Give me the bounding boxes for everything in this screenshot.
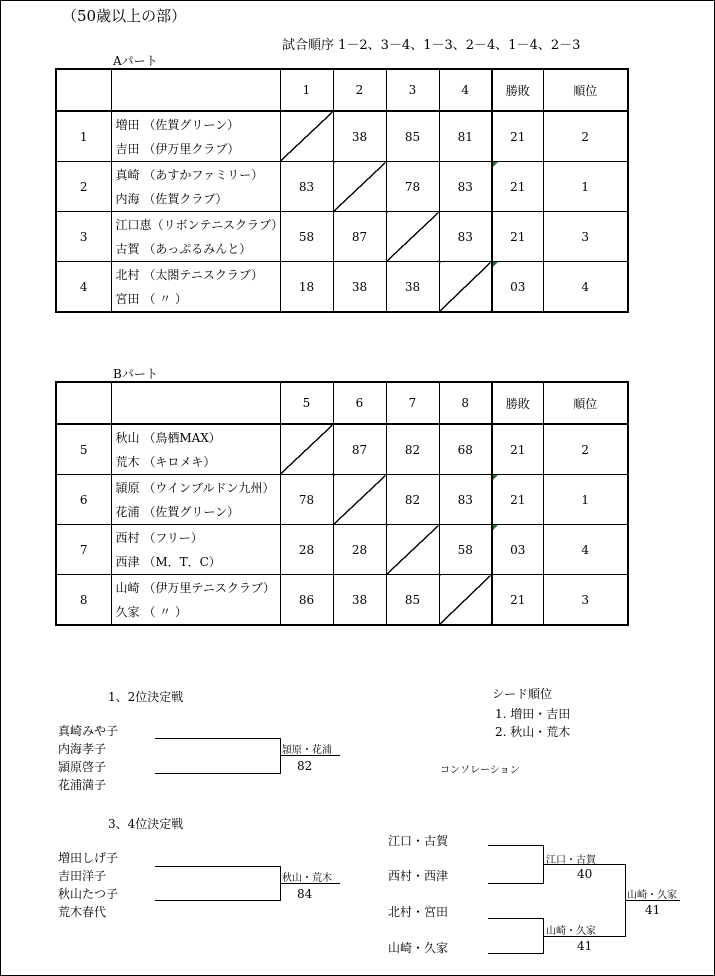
col-header: 8 (439, 382, 492, 424)
team-names (111, 111, 280, 162)
player-2: 古賀 （あっぷるみんと） (115, 241, 252, 256)
result-cell: 21 (492, 212, 543, 262)
final34-winner: 秋山・荒木 (282, 873, 332, 884)
consolation-team: 西村・西津 (388, 869, 449, 883)
team-names (111, 212, 284, 262)
score-cell: 28 (280, 525, 333, 575)
team-no: 4 (56, 262, 111, 313)
bracket-line (155, 900, 280, 901)
result-cell: 21 (492, 575, 543, 626)
result-header: 勝敗 (492, 382, 543, 424)
team-no: 5 (56, 424, 111, 475)
self-cell (439, 262, 492, 313)
rank-cell: 3 (543, 212, 628, 262)
player-1: 山崎 （伊万里テニスクラブ） (115, 580, 275, 595)
score-cell: 83 (280, 162, 333, 212)
col-header: 2 (333, 69, 386, 111)
consolation-title: コンソレーション (440, 765, 520, 776)
score-cell: 38 (333, 111, 386, 162)
consolation-team: 江口・古賀 (388, 834, 449, 848)
final34-player: 増田しげ子 (58, 851, 119, 865)
score-cell: 58 (280, 212, 333, 262)
rank-cell: 2 (543, 424, 628, 475)
part-b-table (55, 381, 629, 626)
rank-cell: 4 (543, 525, 628, 575)
player-1: 秋山 （鳥栖MAX） (115, 430, 221, 445)
rank-header: 順位 (543, 382, 628, 424)
team-names (111, 424, 280, 475)
page-title: （50歳以上の部） (62, 7, 187, 25)
semi2-score: 41 (577, 939, 593, 953)
final12-player: 花浦満子 (58, 778, 107, 792)
final34-player: 荒木春代 (58, 905, 107, 919)
bracket-line (155, 866, 280, 867)
result-header: 勝敗 (492, 69, 543, 111)
part-a-table (55, 68, 629, 313)
team-no: 2 (56, 162, 111, 212)
score-cell: 83 (439, 162, 492, 212)
player-2: 花浦 （佐賀グリーン） (115, 504, 240, 519)
consolation-team: 山崎・久家 (388, 941, 449, 955)
seed-title: シード順位 (492, 687, 553, 701)
team-no: 1 (56, 111, 111, 162)
player-2: 荒木 （キロメキ） (115, 454, 216, 469)
score-cell: 83 (439, 212, 492, 262)
self-cell (439, 575, 492, 626)
score-cell: 83 (439, 475, 492, 525)
consolation-final-score: 41 (645, 903, 661, 917)
player-1: 江口恵（リボンテニスクラブ） (115, 217, 284, 232)
result-cell: 21 (492, 475, 543, 525)
self-cell (386, 212, 439, 262)
final34-title: 3、4位決定戦 (108, 817, 184, 831)
result-cell: 03 (492, 525, 543, 575)
player-2: 宮田 （ 〃 ） (115, 291, 187, 306)
result-cell: 03 (492, 262, 543, 313)
self-cell (386, 525, 439, 575)
self-cell (280, 111, 333, 162)
self-cell (280, 424, 333, 475)
final12-player: 頴原啓子 (58, 760, 107, 774)
player-1: 西村 （フリー） (115, 530, 203, 545)
score-cell: 78 (280, 475, 333, 525)
player-2: 内海 （佐賀クラブ） (115, 191, 228, 206)
rank-cell: 1 (543, 475, 628, 525)
score-cell: 87 (333, 424, 386, 475)
final34-player: 秋山たつ子 (58, 887, 119, 901)
bracket-line (488, 845, 543, 846)
col-header: 3 (386, 69, 439, 111)
rank-cell: 2 (543, 111, 628, 162)
self-cell (333, 162, 386, 212)
final34-score: 84 (297, 887, 313, 901)
score-cell: 85 (386, 111, 439, 162)
team-names (111, 575, 280, 626)
player-2: 西津 （M．T．C） (115, 554, 221, 569)
semi2-winner: 山崎・久家 (546, 926, 596, 937)
score-cell: 38 (333, 575, 386, 626)
score-cell: 78 (386, 162, 439, 212)
team-no: 7 (56, 525, 111, 575)
final34-player: 吉田洋子 (58, 869, 107, 883)
team-names (111, 525, 280, 575)
bracket-line (488, 953, 543, 954)
bracket-line (155, 773, 280, 774)
score-cell: 68 (439, 424, 492, 475)
score-cell: 81 (439, 111, 492, 162)
score-cell: 82 (386, 424, 439, 475)
final12-score: 82 (297, 759, 313, 773)
match-order: 試合順序 1－2、3－4、1－3、2－4、1－4、2－3 (282, 38, 581, 53)
result-cell: 21 (492, 424, 543, 475)
final12-winner: 頴原・花浦 (282, 745, 332, 756)
self-cell (333, 475, 386, 525)
player-1: 北村 （太閤テニスクラブ） (115, 267, 263, 282)
team-no: 3 (56, 212, 111, 262)
seed-item: 2. 秋山・荒木 (495, 725, 571, 739)
consolation-final-winner: 山崎・久家 (627, 890, 677, 901)
player-1: 頴原 （ウインブルドン九州） (115, 480, 275, 495)
consolation-team: 北村・宮田 (388, 905, 449, 919)
bracket-line (280, 738, 281, 774)
col-header: 1 (280, 69, 333, 111)
part-b-label: Bパート (113, 367, 158, 381)
col-header: 7 (386, 382, 439, 424)
col-header: 6 (333, 382, 386, 424)
score-cell: 82 (386, 475, 439, 525)
seed-item: 1. 増田・吉田 (495, 707, 571, 721)
team-names (111, 162, 280, 212)
score-cell: 86 (280, 575, 333, 626)
team-names (111, 262, 280, 313)
result-cell: 21 (492, 162, 543, 212)
semi1-winner: 江口・古賀 (546, 855, 596, 866)
bracket-line (488, 918, 543, 919)
final12-player: 真崎みや子 (58, 724, 119, 738)
team-no: 8 (56, 575, 111, 626)
final12-player: 内海孝子 (58, 742, 107, 756)
team-names (111, 475, 280, 525)
rank-header: 順位 (543, 69, 628, 111)
bracket-line (488, 883, 543, 884)
result-cell: 21 (492, 111, 543, 162)
rank-cell: 1 (543, 162, 628, 212)
semi1-score: 40 (577, 867, 593, 881)
player-1: 真崎 （あすかファミリー） (115, 167, 264, 182)
score-cell: 28 (333, 525, 386, 575)
bracket-line (155, 738, 280, 739)
score-cell: 87 (333, 212, 386, 262)
player-1: 増田 （佐賀グリーン） (115, 117, 240, 132)
rank-cell: 3 (543, 575, 628, 626)
player-2: 久家 （ 〃 ） (115, 604, 187, 619)
part-a-label: Aパート (113, 54, 158, 68)
score-cell: 85 (386, 575, 439, 626)
team-no: 6 (56, 475, 111, 525)
score-cell: 38 (333, 262, 386, 313)
rank-cell: 4 (543, 262, 628, 313)
final12-title: 1、2位決定戦 (108, 690, 184, 704)
score-cell: 58 (439, 525, 492, 575)
col-header: 4 (439, 69, 492, 111)
score-cell: 38 (386, 262, 439, 313)
col-header: 5 (280, 382, 333, 424)
score-cell: 18 (280, 262, 333, 313)
player-2: 吉田 （伊万里クラブ） (115, 141, 240, 156)
